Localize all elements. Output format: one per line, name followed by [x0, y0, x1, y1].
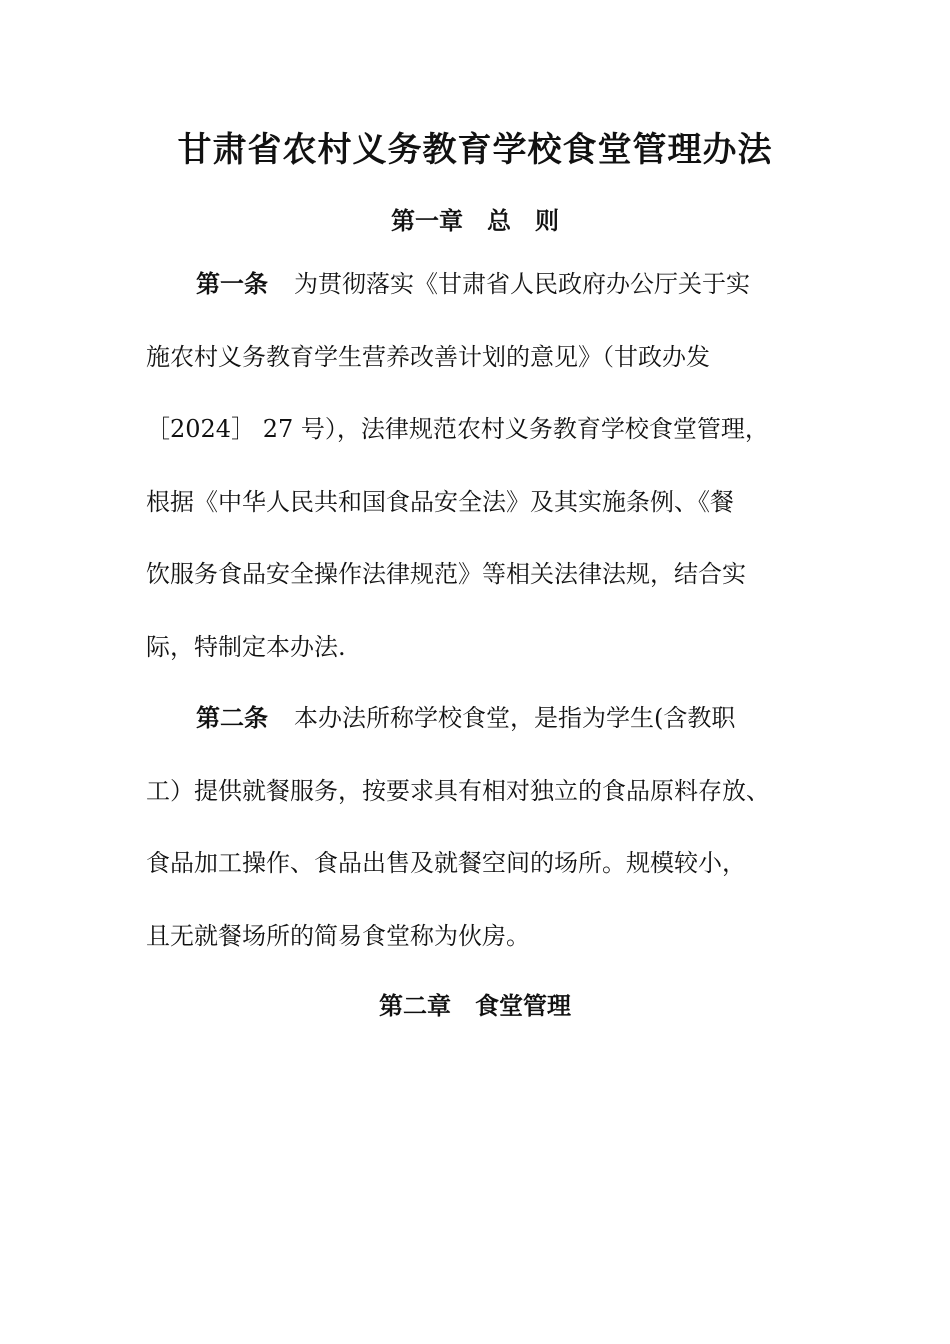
article-1: [146, 248, 806, 684]
chapter-1-label: 第一章 总 则: [391, 206, 559, 235]
article-1-line-4: 根据《中华人民共和国食品安全法》及其实施条例、《餐: [146, 487, 734, 516]
article-1-text-1: 为贯彻落实《甘肃省人民政府办公厅关于实: [294, 270, 750, 298]
article-1-number: 第一条: [196, 269, 268, 298]
article-2-line-3: 食品加工操作、食品出售及就餐空间的场所。规模较小，: [146, 849, 746, 878]
article-1-line-2: 施农村义务教育学生营养改善计划的意见》（甘政办发: [146, 342, 710, 371]
chapter-2-heading: [0, 986, 950, 1026]
document-title: 甘肃省农村义务教育学校食堂管理办法: [177, 130, 773, 170]
article-2-text-1: 本办法所称学校食堂，是指为学生(含教职: [294, 704, 736, 732]
article-2: [146, 682, 806, 972]
article-2-line-2: 工）提供就餐服务，按要求具有相对独立的食品原料存放、: [146, 776, 770, 805]
article-2-number: 第二条: [196, 703, 268, 732]
article-2-line-1: [146, 682, 806, 755]
chapter-2-label: 第二章 食堂管理: [379, 991, 571, 1020]
article-1-line-5: 饮服务食品安全操作法律规范》等相关法律法规，结合实: [146, 560, 746, 589]
article-1-line-1: [146, 248, 806, 321]
chapter-1-heading: [0, 201, 950, 241]
article-2-line-4: 且无就餐场所的简易食堂称为伙房。: [146, 921, 530, 950]
article-1-line-6: 际，特制定本办法.: [146, 632, 346, 661]
article-1-line-3: ［2024］ 27 号），法律规范农村义务教育学校食堂管理，: [146, 415, 769, 444]
